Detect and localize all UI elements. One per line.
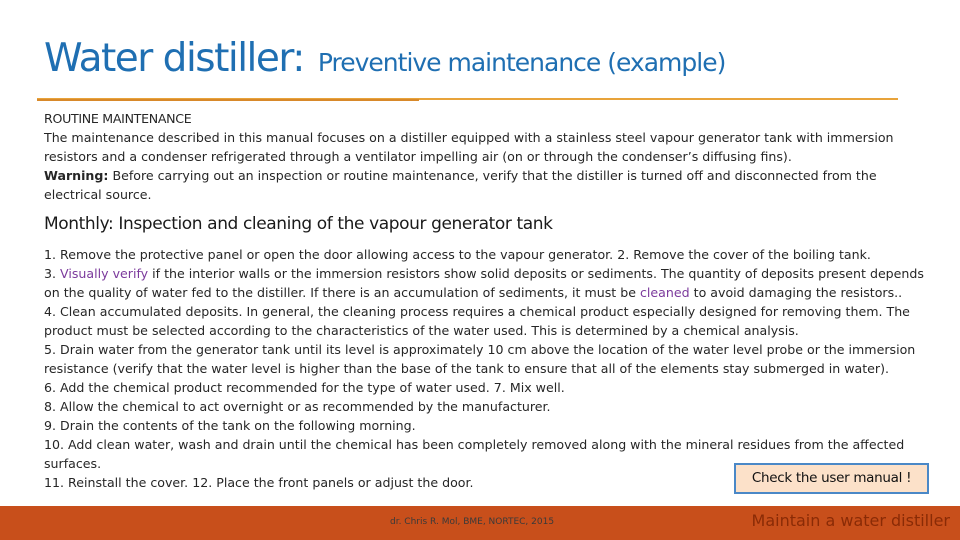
step-line [44, 264, 944, 283]
warning-text: electrical source. [44, 187, 152, 202]
step-line: 1. Remove the protective panel or open the door allowing access to the vapour generator. 2. Remove the cover of the boiling tank. [44, 247, 871, 262]
intro-block [44, 109, 924, 204]
step-line: 6. Add the chemical product recommended for the type of water used. 7. Mix well. [44, 380, 565, 395]
section-heading: Monthly: Inspection and cleaning of the vapour generator tank [44, 214, 553, 234]
step-text: on the quality of water fed to the distiller. If there is an accumulation of sediments, it must be [44, 285, 640, 300]
step-text: 3. [44, 266, 61, 281]
step-line: resistance (verify that the water level is higher than the base of the tank to ensure that all of the elements stay submerged in water). [44, 361, 890, 376]
warning-text: Before carrying out an inspection or routine maintenance, verify that the distiller is turned off and disconnected from the [108, 168, 877, 183]
step-line [44, 283, 944, 302]
step-text: if the interior walls or the immersion resistors show solid deposits or sediments. The quantity of deposits present depends [148, 266, 924, 281]
title-main: Water distiller: [44, 36, 304, 81]
highlighted-term: cleaned [640, 285, 690, 300]
step-line: 10. Add clean water, wash and drain until the chemical has been completely removed along with the mineral residues from the affected [44, 437, 905, 452]
step-line: 11. Reinstall the cover. 12. Place the front panels or adjust the door. [44, 475, 474, 490]
step-line: 5. Drain water from the generator tank until its level is approximately 10 cm above the location of the water level probe or the immersion [44, 342, 916, 357]
title-subtitle: Preventive maintenance (example) [317, 48, 726, 77]
intro-heading: ROUTINE MAINTENANCE [44, 111, 192, 126]
warning-label: Warning: [44, 168, 109, 183]
footer-credit: dr. Chris R. Mol, BME, NORTEC, 2015 [390, 517, 555, 527]
step-line: 9. Drain the contents of the tank on the following morning. [44, 418, 416, 433]
step-line: surfaces. [44, 456, 102, 471]
step-line: 8. Allow the chemical to act overnight or as recommended by the manufacturer. [44, 399, 551, 414]
steps-list [44, 245, 944, 492]
title-divider-accent [37, 99, 419, 101]
intro-line: resistors and a condenser refrigerated through a ventilator impelling air (on or through the condenser’s diffusing fins). [44, 149, 792, 164]
step-line: product must be selected according to the characteristics of the water used. This is determined by a chemical analysis. [44, 323, 799, 338]
step-line: 4. Clean accumulated deposits. In general, the cleaning process requires a chemical product especially designed for removing them. The [44, 304, 910, 319]
step-text: to avoid damaging the resistors.. [689, 285, 903, 300]
highlighted-term: Visually verify [60, 266, 149, 281]
footer-topic: Maintain a water distiller [751, 511, 950, 530]
page-title [44, 36, 725, 81]
user-manual-callout: Check the user manual ! [734, 463, 929, 494]
intro-line: The maintenance described in this manual focuses on a distiller equipped with a stainless steel vapour generator tank with immersion [44, 130, 894, 145]
